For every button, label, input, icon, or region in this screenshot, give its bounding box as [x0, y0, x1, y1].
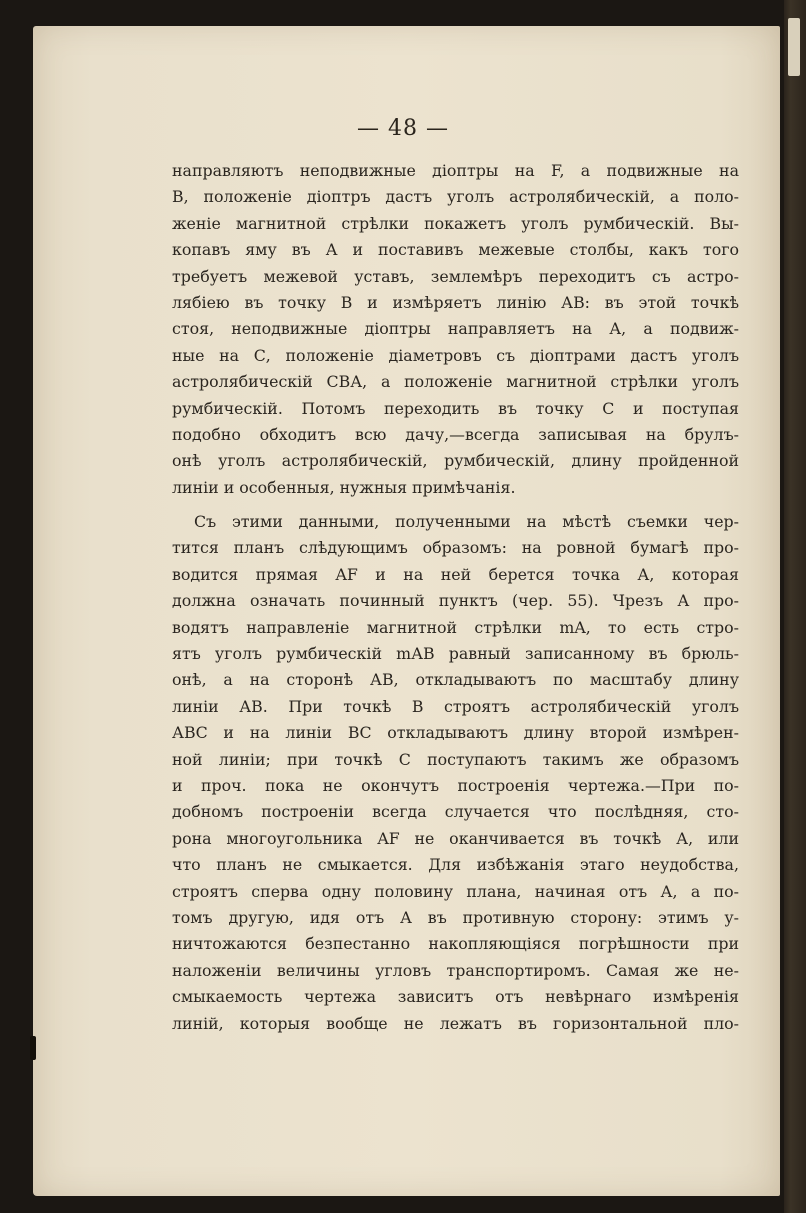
text-line: румбическій. Потомъ переходить въ точку С и поступая: [172, 398, 739, 418]
text-line: рона многоугольника AF не оканчивается въ точкѣ А, или: [172, 828, 739, 848]
text-line: ные на С, положеніе діаметровъ съ діоптрами дастъ уголъ: [172, 345, 739, 365]
text-line: астролябическій СВА, а положеніе магнитной стрѣлки уголъ: [172, 372, 739, 392]
text-line: подобно обходитъ всю дачу,—всегда записывая на брулъ-: [172, 424, 739, 444]
text-line: копавъ яму въ А и поставивъ межевые столбы, какъ того: [172, 240, 739, 260]
text-line: В, положеніе діоптръ дастъ уголъ астролябическій, а поло-: [172, 187, 739, 207]
page-number: — 48 —: [357, 116, 449, 141]
paragraph-2: [172, 509, 739, 1037]
text-line: добномъ построеніи всегда случается что послѣдняя, сто-: [172, 802, 739, 822]
text-line: ной линіи; при точкѣ С поступаютъ такимъ же образомъ: [172, 749, 739, 769]
text-line: тится планъ слѣдующимъ образомъ: на ровной бумагѣ про-: [172, 538, 739, 558]
text-line: линіи АВ. При точкѣ В строятъ астролябическій уголъ: [172, 696, 739, 716]
text-line: смыкаемость чертежа зависитъ отъ невѣрнаго измѣренія: [172, 987, 739, 1007]
binding-mark: [30, 1036, 36, 1060]
text-line: водятъ направленіе магнитной стрѣлки mA, то есть стро-: [172, 617, 739, 637]
text-line: требуетъ межевой уставъ, землемѣръ переходитъ съ астро-: [172, 266, 739, 286]
paragraph-gap: [172, 501, 739, 509]
text-line: томъ другую, идя отъ А въ противную сторону: этимъ у-: [172, 907, 739, 927]
text-line: направляютъ неподвижные діоптры на F, а подвижные на: [172, 161, 739, 180]
text-line: онѣ уголъ астролябическій, румбическій, длину пройденной: [172, 451, 739, 471]
body-text: [172, 158, 739, 1037]
text-line: ятъ уголъ румбическій mАВ равный записанному въ брюль-: [172, 644, 739, 664]
text-line: стоя, неподвижные діоптры направляетъ на А, а подвиж-: [172, 319, 739, 339]
text-line: водится прямая AF и на ней берется точка А, которая: [172, 564, 739, 584]
text-line: лябіею въ точку В и измѣряетъ линію АВ: въ этой точкѣ: [172, 292, 739, 312]
edge-tab: [788, 18, 800, 76]
text-line: наложеніи величины угловъ транспортиромъ. Самая же не-: [172, 960, 739, 980]
text-line: линіи и особенныя, нужныя примѣчанія.: [172, 477, 516, 497]
text-line: что планъ не смыкается. Для избѣжанія этаго неудобства,: [172, 855, 739, 875]
text-line: строятъ сперва одну половину плана, начиная отъ А, а по-: [172, 881, 739, 901]
adjacent-page-edge: [784, 0, 806, 1213]
text-line: женіе магнитной стрѣлки покажетъ уголъ румбическій. Вы-: [172, 213, 739, 233]
text-line: Съ этими данными, полученными на мѣстѣ съемки чер-: [194, 512, 739, 532]
text-line: ничтожаются безпестанно накопляющіяся погрѣшности при: [172, 934, 739, 954]
text-line: линій, которыя вообще не лежатъ въ горизонтальной пло-: [172, 1013, 739, 1033]
text-line: АВС и на линіи ВС откладываютъ длину второй измѣрен-: [172, 723, 739, 743]
paragraph-1: [172, 158, 739, 501]
text-line: онѣ, а на сторонѣ АВ, откладываютъ по масштабу длину: [172, 670, 739, 690]
text-line: и проч. пока не окончутъ построенія чертежа.—При по-: [172, 775, 739, 795]
text-line: должна означать починный пунктъ (чер. 55). Чрезъ А про-: [172, 591, 739, 611]
